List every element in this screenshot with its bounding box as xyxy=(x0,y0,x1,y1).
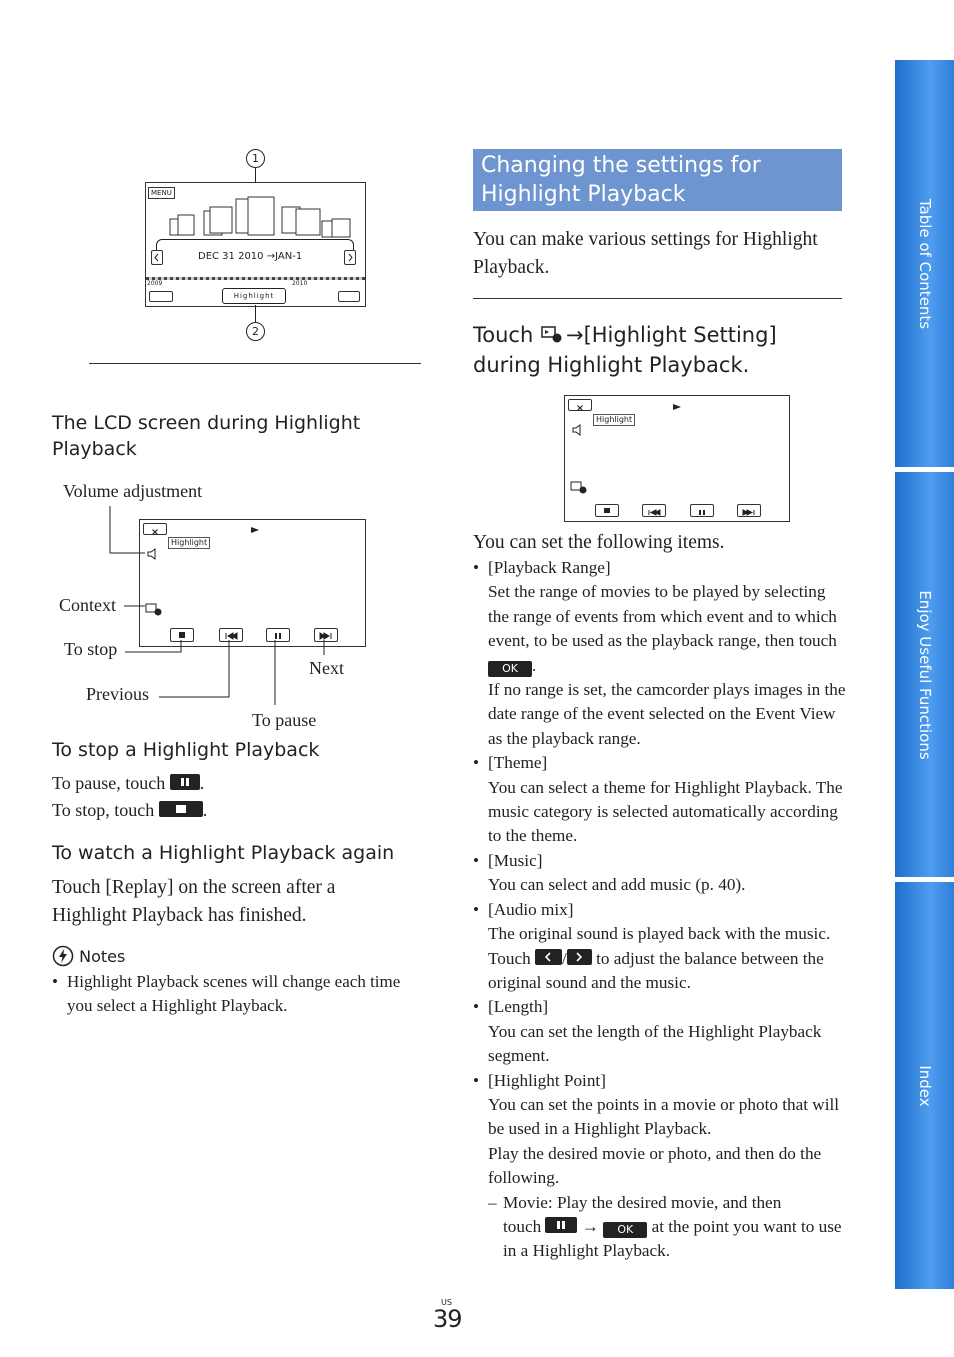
context-icon[interactable] xyxy=(570,480,588,494)
tab-index[interactable] xyxy=(895,882,954,1289)
timeline-year-right: 2010 xyxy=(292,280,308,287)
stop-heading: To stop a Highlight Playback xyxy=(52,739,320,761)
volume-icon[interactable] xyxy=(572,424,584,436)
ok-icon: OK xyxy=(488,661,532,677)
items-intro: You can set the following items. xyxy=(473,532,725,553)
stop-key-icon xyxy=(159,801,203,817)
pause-icon xyxy=(691,507,713,518)
next-button[interactable] xyxy=(737,504,761,517)
list-item: • [Theme] You can select a theme for Highlight Playback. The music category is selected automatically according to the theme. xyxy=(473,753,843,846)
notes-icon xyxy=(52,945,74,967)
divider xyxy=(473,298,842,299)
settings-list xyxy=(473,556,850,1264)
list-item: • [Music] You can select and add music (p. 40). xyxy=(473,850,746,895)
settings-lcd-screen xyxy=(564,395,790,522)
callout-next: Next xyxy=(309,658,344,678)
callout-volume: Volume adjustment xyxy=(63,481,203,501)
pause-key-icon xyxy=(170,774,200,790)
previous-icon xyxy=(643,507,665,518)
watch-heading: To watch a Highlight Playback again xyxy=(52,842,395,864)
previous-button[interactable] xyxy=(642,504,666,517)
pause-key-icon xyxy=(545,1217,577,1233)
stop-instruction: To stop, touch . xyxy=(52,800,208,820)
tab-label: Index xyxy=(915,1064,934,1107)
list-item: • [Audio mix] The original sound is played back with the music. Touch / to adjust the balance between the original sound and the music. xyxy=(473,899,831,992)
list-item: • [Highlight Point] You can set the points in a movie or photo that will be used in a Highlight Playback. Play the desired movie or photo, and then do the following. – Movie: Play the desired movie, and then touch → OK at the point you want to use in a Highlight Playback. xyxy=(488,1069,850,1264)
highlight-tag: Highlight xyxy=(168,537,210,549)
tab-label: Enjoy Useful Functions xyxy=(915,589,934,760)
callout-context: Context xyxy=(59,595,116,615)
highlight-tag: Highlight xyxy=(593,414,635,426)
marker-2: 2 xyxy=(246,322,265,341)
next-icon xyxy=(738,507,760,518)
play-icon xyxy=(672,403,682,411)
pause-instruction: To pause, touch . xyxy=(52,773,205,793)
close-icon xyxy=(569,403,591,413)
stop-button[interactable] xyxy=(595,504,619,517)
chevron-right-icon xyxy=(567,949,592,965)
ok-icon: OK xyxy=(603,1222,647,1238)
step-heading: Touch →[Highlight Setting] during Highlight Playback. xyxy=(473,323,777,377)
watch-text: Touch [Replay] on the screen after a Highlight Playback has finished. xyxy=(52,877,336,926)
region-code: US xyxy=(441,1298,452,1307)
close-button[interactable] xyxy=(568,399,592,411)
highlight-button[interactable]: Highlight xyxy=(222,288,286,304)
section-title: Changing the settings for Highlight Playback xyxy=(473,149,842,211)
lcd-screen-heading: The LCD screen during Highlight Playback xyxy=(52,412,361,460)
callout-previous: Previous xyxy=(86,684,149,704)
tab-label: Table of Contents xyxy=(915,198,934,329)
timeline-year-left: 2009 xyxy=(147,280,163,287)
context-icon xyxy=(540,324,566,344)
notes-heading: Notes xyxy=(52,945,125,967)
date-range: DEC 31 2010 →JAN-1 xyxy=(198,251,303,262)
chevron-left-icon xyxy=(535,949,562,965)
marker-1: 1 xyxy=(246,149,265,168)
callout-pause: To pause xyxy=(252,710,317,730)
callout-stop: To stop xyxy=(64,639,118,659)
note-item: • Highlight Playback scenes will change each time you select a Highlight Playback. xyxy=(52,972,401,1016)
intro-text: You can make various settings for Highlight Playback. xyxy=(473,229,818,278)
pause-button[interactable] xyxy=(690,504,714,517)
menu-button[interactable]: MENU xyxy=(148,187,175,199)
page-number: 39 xyxy=(433,1305,462,1333)
tab-table-of-contents[interactable] xyxy=(895,60,954,467)
stop-icon xyxy=(604,508,610,513)
tab-enjoy-useful-functions[interactable] xyxy=(895,472,954,877)
callout-lines xyxy=(0,0,420,740)
list-item: • [Length] You can set the length of the Highlight Playback segment. xyxy=(473,997,822,1066)
sub-item: – Movie: Play the desired movie, and then touch → OK at the point you want to use in a Highlight Playback. xyxy=(488,1192,842,1261)
list-item: • [Playback Range] Set the range of movies to be played by selecting the range of events from which event and to which event, to be used as the playback range, then touch OK . If no range is set, the camcorder plays images in the date range of the event selected on the Event View as the playback range. xyxy=(473,558,846,748)
